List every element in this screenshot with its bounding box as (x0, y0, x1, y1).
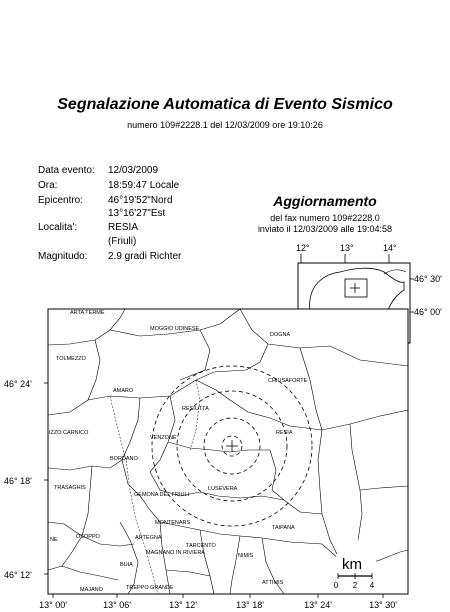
inset-lat-label: 46° 00' (414, 307, 442, 317)
epicenter-lon: 13°16'27"Est (108, 208, 166, 219)
place-label: TAIPANA (272, 525, 295, 531)
place-label: LUSEVERA (208, 486, 238, 492)
place-label: IZZO CARNICO (49, 430, 89, 436)
inset-lon-label: 12° (296, 243, 310, 253)
magnitude-value: 2.9 gradi Richter (108, 251, 182, 262)
update-fax-number: del fax numero 109#2228.0 (270, 213, 380, 223)
epicenter-label: Epicentro: (38, 195, 84, 206)
epicenter-lat: 46°19'52"Nord (108, 195, 173, 206)
scale-tick: 2 (352, 581, 358, 590)
place-label: NE (50, 537, 58, 543)
place-label: GEMONA DEL FRIULI (134, 492, 190, 498)
event-date-label: Data evento: (38, 165, 95, 176)
inset-lat-label: 46° 30' (414, 274, 442, 284)
magnitude-label: Magnitudo: (38, 251, 88, 262)
place-label: MAGNANO IN RIVIERA (146, 550, 205, 556)
report-subtitle: numero 109#2228.1 del 12/03/2009 ore 19:10:26 (127, 120, 323, 130)
map-lat-label: 46° 12' (4, 570, 32, 580)
map-lon-label: 13° 24' (304, 600, 332, 610)
place-label: MOGGIO UDINESE (150, 326, 200, 332)
place-label: BUIA (120, 562, 133, 568)
scale-tick: 4 (369, 581, 375, 590)
place-label: MAJANO (80, 587, 103, 593)
map-lon-label: 13° 06' (103, 600, 131, 610)
place-label: TREPPO GRANDE (126, 585, 174, 591)
event-date-value: 12/03/2009 (108, 165, 159, 176)
place-label: RESIUTTA (182, 406, 209, 412)
place-label: DOGNA (270, 332, 291, 338)
scale-unit: km (342, 556, 362, 573)
place-label: VENZONE (150, 435, 177, 441)
locality-region: (Friuli) (108, 236, 137, 247)
place-label: RESIA (276, 430, 293, 436)
inset-lon-label: 14° (383, 243, 397, 253)
event-time-label: Ora: (38, 180, 58, 191)
map-lon-label: 13° 30' (369, 600, 397, 610)
place-label: OSOPPO (76, 534, 100, 540)
map-lon-label: 13° 18' (236, 600, 264, 610)
locality-value: RESIA (108, 222, 139, 233)
scale-tick: 0 (333, 581, 339, 590)
main-map (0, 300, 450, 612)
place-label: BORDANO (110, 456, 138, 462)
update-title: Aggiornamento (273, 193, 377, 209)
map-lat-label: 46° 24' (4, 379, 32, 389)
place-label: ARTEGNA (135, 535, 162, 541)
place-label: CHIUSAFORTE (268, 378, 308, 384)
inset-lon-label: 13° (340, 243, 354, 253)
map-lon-label: 13° 12' (169, 600, 197, 610)
place-label: TARCENTO (186, 543, 216, 549)
report-title: Segnalazione Automatica di Evento Sismico (57, 96, 393, 113)
place-label: ARTA TERME (70, 310, 105, 316)
map-lon-label: 13° 00' (39, 600, 67, 610)
place-label: ATTIMIS (262, 580, 284, 586)
event-time-value: 18:59:47 Locale (108, 180, 180, 191)
place-label: TRASAGHIS (54, 485, 86, 491)
locality-label: Localita': (38, 222, 78, 233)
map-lat-label: 46° 18' (4, 476, 32, 486)
place-label: MONTENARS (155, 520, 191, 526)
place-label: AMARO (113, 388, 134, 394)
place-label: NIMIS (238, 553, 254, 559)
place-label: TOLMEZZO (56, 356, 86, 362)
update-sent-time: inviato il 12/03/2009 alle 19:04:58 (257, 224, 393, 234)
